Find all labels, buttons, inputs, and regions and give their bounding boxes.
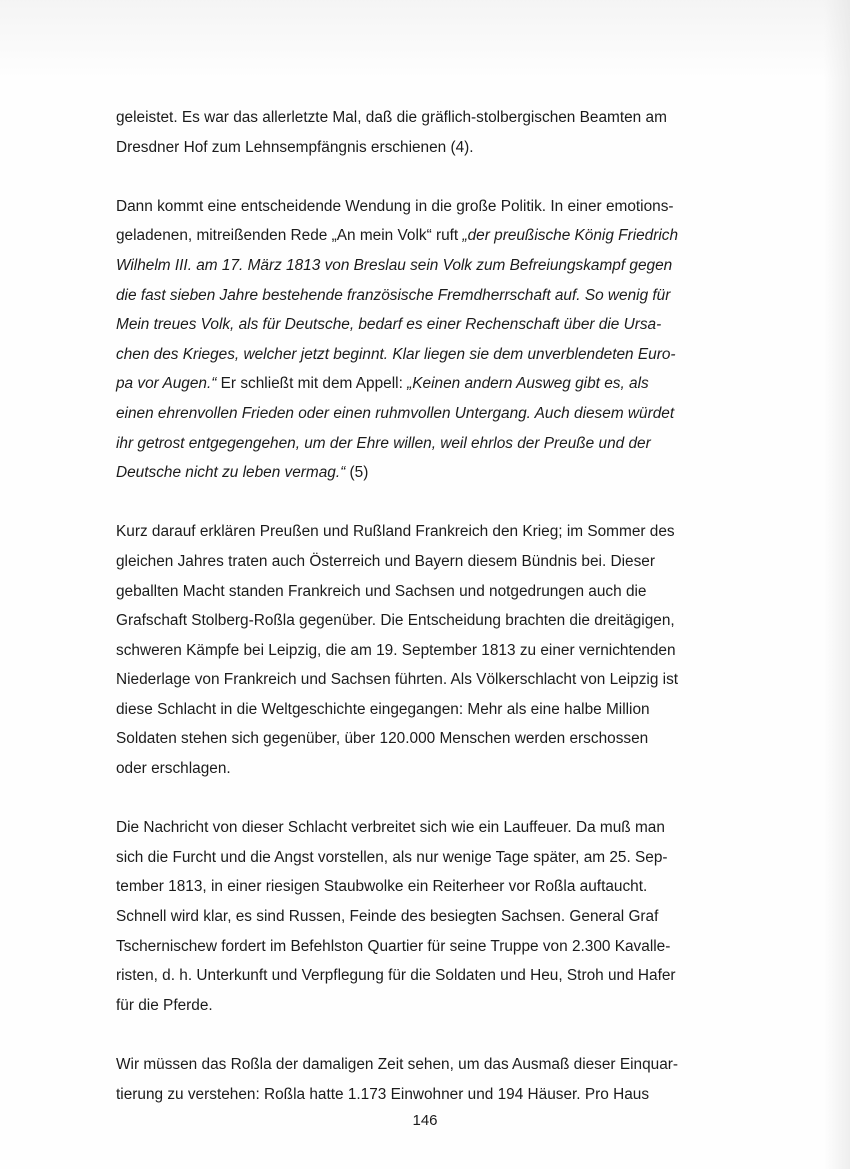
- text-line: [116, 665, 728, 695]
- text-line: [116, 754, 728, 784]
- text-run: tierung zu verstehen: Roßla hatte 1.173 Einwohner und 194 Häuser. Pro Haus: [116, 1085, 650, 1103]
- text-run: Soldaten stehen sich gegenüber, über 120.000 Menschen werden erschossen: [116, 730, 649, 748]
- page-number: 146: [412, 1112, 438, 1129]
- text-run: Schnell wird klar, es sind Russen, Feinde des besiegten Sachsen. General Graf: [116, 908, 659, 926]
- text-line: [116, 340, 728, 370]
- text-run: geballten Macht standen Frankreich und Sachsen und notgedrungen auch die: [116, 582, 647, 600]
- scan-shading-edge: [824, 0, 850, 1169]
- text-line: [116, 192, 728, 222]
- text-line: [116, 429, 728, 459]
- paragraph: [116, 192, 728, 488]
- text-line: [116, 369, 728, 399]
- quote-text: Wilhelm III. am 17. März 1813 von Breslau sein Volk zum Befreiungskampf gegen: [116, 256, 673, 274]
- text-line: [116, 221, 728, 251]
- scan-shading-top: [0, 0, 850, 80]
- text-run: Dann kommt eine entscheidende Wendung in die große Politik. In einer emotions-: [116, 197, 674, 215]
- text-line: [116, 577, 728, 607]
- text-run: (5): [345, 464, 369, 482]
- text-line: [116, 961, 728, 991]
- paragraph: [116, 1050, 728, 1109]
- text-line: [116, 932, 728, 962]
- quote-text: Mein treues Volk, als für Deutsche, bedarf es einer Rechenschaft über die Ursa-: [116, 316, 662, 334]
- text-line: [116, 547, 728, 577]
- quote-text: einen ehrenvollen Frieden oder einen ruhmvollen Untergang. Auch diesem würdet: [116, 404, 675, 422]
- text-line: [116, 103, 728, 133]
- text-line: [116, 843, 728, 873]
- text-run: Tschernischew fordert im Befehlston Quartier für seine Truppe von 2.300 Kavalle-: [116, 937, 671, 955]
- text-line: [116, 695, 728, 725]
- text-run: für die Pferde.: [116, 996, 213, 1014]
- quote-text: „Keinen andern Ausweg gibt es, als: [407, 375, 649, 393]
- text-line: [116, 281, 728, 311]
- text-run: Er schließt mit dem Appell:: [216, 375, 408, 393]
- text-run: schweren Kämpfe bei Leipzig, die am 19. September 1813 zu einer vernichtenden: [116, 641, 676, 659]
- text-run: Dresdner Hof zum Lehnsempfängnis erschienen (4).: [116, 138, 474, 156]
- text-run: Grafschaft Stolberg-Roßla gegenüber. Die Entscheidung brachten die dreitägigen,: [116, 612, 675, 630]
- text-run: risten, d. h. Unterkunft und Verpflegung für die Soldaten und Heu, Stroh und Hafer: [116, 967, 676, 985]
- paragraph: [116, 517, 728, 783]
- text-run: tember 1813, in einer riesigen Staubwolke ein Reiterheer vor Roßla auftaucht.: [116, 878, 648, 896]
- text-run: geleistet. Es war das allerletzte Mal, daß die gräflich-stolbergischen Beamten am: [116, 109, 667, 126]
- quote-text: „der preußische König Friedrich: [462, 227, 679, 245]
- text-line: [116, 251, 728, 281]
- text-line: [116, 310, 728, 340]
- text-run: Niederlage von Frankreich und Sachsen führten. Als Völkerschlacht von Leipzig ist: [116, 671, 679, 689]
- text-line: [116, 399, 728, 429]
- text-run: oder erschlagen.: [116, 760, 231, 778]
- text-line: [116, 458, 728, 488]
- text-run: gleichen Jahres traten auch Österreich und Bayern diesem Bündnis bei. Dieser: [116, 552, 655, 570]
- quote-text: die fast sieben Jahre bestehende französische Fremdherrschaft auf. So wenig für: [116, 286, 671, 304]
- text-line: [116, 1050, 728, 1080]
- text-line: [116, 1080, 728, 1110]
- text-run: sich die Furcht und die Angst vorstellen, als nur wenige Tage später, am 25. Sep-: [116, 848, 668, 866]
- paragraph: [116, 103, 728, 162]
- text-line: [116, 902, 728, 932]
- text-line: [116, 606, 728, 636]
- text-line: [116, 991, 728, 1021]
- text-line: [116, 872, 728, 902]
- text-run: diese Schlacht in die Weltgeschichte eingegangen: Mehr als eine halbe Million: [116, 700, 650, 718]
- quote-text: pa vor Augen.“: [116, 375, 217, 393]
- text-line: [116, 813, 728, 843]
- text-run: Die Nachricht von dieser Schlacht verbreitet sich wie ein Lauffeuer. Da muß man: [116, 819, 665, 837]
- text-line: [116, 133, 728, 163]
- text-run: Wir müssen das Roßla der damaligen Zeit sehen, um das Ausmaß dieser Einquar-: [116, 1056, 679, 1073]
- text-run: Kurz darauf erklären Preußen und Rußland Frankreich den Krieg; im Sommer des: [116, 523, 675, 541]
- paragraph: [116, 813, 728, 1020]
- text-line: [116, 636, 728, 666]
- quote-text: Deutsche nicht zu leben vermag.“: [116, 464, 346, 482]
- text-line: [116, 517, 728, 547]
- text-line: [116, 724, 728, 754]
- text-run: geladenen, mitreißenden Rede „An mein Volk“ ruft: [116, 227, 463, 245]
- quote-text: chen des Krieges, welcher jetzt beginnt. Klar liegen sie dem unverblendeten Euro-: [116, 345, 676, 363]
- quote-text: ihr getrost entgegengehen, um der Ehre willen, weil ehrlos der Preuße und der: [116, 434, 651, 452]
- body-text: [116, 103, 728, 1139]
